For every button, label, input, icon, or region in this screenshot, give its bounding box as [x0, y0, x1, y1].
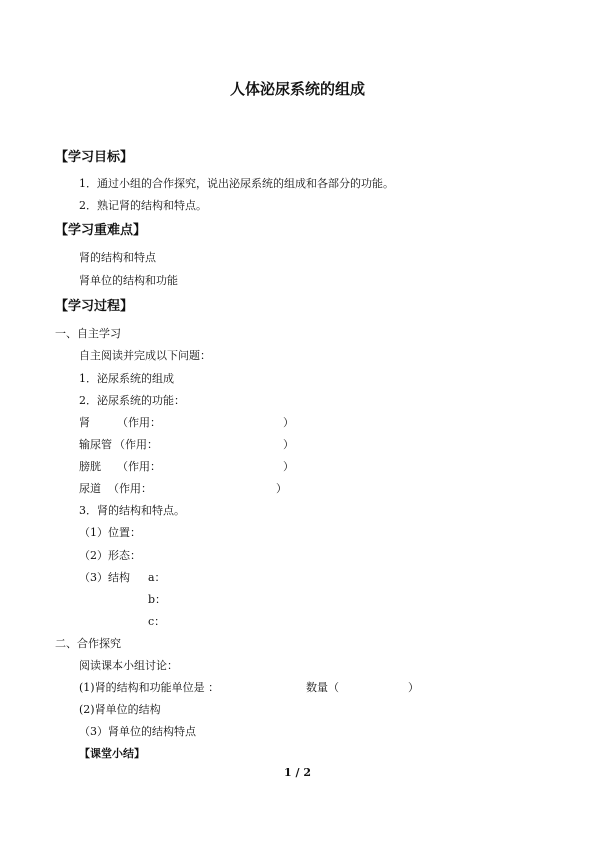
part2-question-3: （3）肾单位的结构特点	[79, 725, 196, 738]
page-title: 人体泌尿系统的组成	[229, 80, 365, 98]
question-2: 2．泌尿系统的功能：	[79, 394, 185, 407]
part2-question-1: (1)肾的结构和功能单位是 ：	[79, 681, 220, 694]
part1-intro: 自主阅读并完成以下问题：	[79, 349, 211, 362]
part2-question-2: (2)肾单位的结构	[79, 703, 161, 716]
key-point-item: 肾的结构和特点	[79, 251, 156, 264]
goals-heading: 【学习目标】	[55, 150, 134, 165]
key-points-heading: 【学习重难点】	[55, 223, 147, 238]
question-1: 1．泌尿系统的组成	[79, 372, 174, 385]
organ-name: 肾	[79, 416, 90, 429]
organ-name: 输尿管	[79, 438, 112, 451]
part2-heading: 二、合作探究	[55, 637, 121, 650]
organ-close: ）	[283, 416, 294, 429]
process-heading: 【学习过程】	[55, 299, 134, 314]
summary-heading: 【课堂小结】	[79, 747, 145, 760]
organ-function: （作用：	[117, 416, 161, 429]
part2-count-close: ）	[408, 681, 419, 694]
structure-a: a：	[148, 571, 166, 584]
kidney-position: （1）位置：	[79, 526, 141, 539]
structure-b: b：	[148, 593, 167, 606]
goal-item: 2．熟记肾的结构和特点。	[79, 199, 207, 212]
organ-function: （作用：	[108, 482, 152, 495]
part1-heading: 一、自主学习	[55, 327, 121, 340]
structure-c: c：	[148, 615, 166, 628]
organ-close: ）	[276, 482, 287, 495]
organ-close: ）	[283, 438, 294, 451]
question-3: 3．肾的结构和特点。	[79, 504, 185, 517]
part2-count: 数量（	[306, 681, 339, 694]
kidney-structure: （3）结构	[79, 571, 130, 584]
organ-function: （作用：	[114, 438, 158, 451]
kidney-shape: （2）形态：	[79, 549, 141, 562]
organ-close: ）	[283, 460, 294, 473]
part2-intro: 阅读课本小组讨论：	[79, 659, 178, 672]
organ-function: （作用：	[117, 460, 161, 473]
page-number: 1 / 2	[284, 766, 311, 779]
organ-name: 尿道	[79, 482, 101, 495]
goal-item: 1．通过小组的合作探究，说出泌尿系统的组成和各部分的功能。	[79, 177, 394, 190]
key-point-item: 肾单位的结构和功能	[79, 274, 178, 287]
organ-name: 膀胱	[79, 460, 101, 473]
